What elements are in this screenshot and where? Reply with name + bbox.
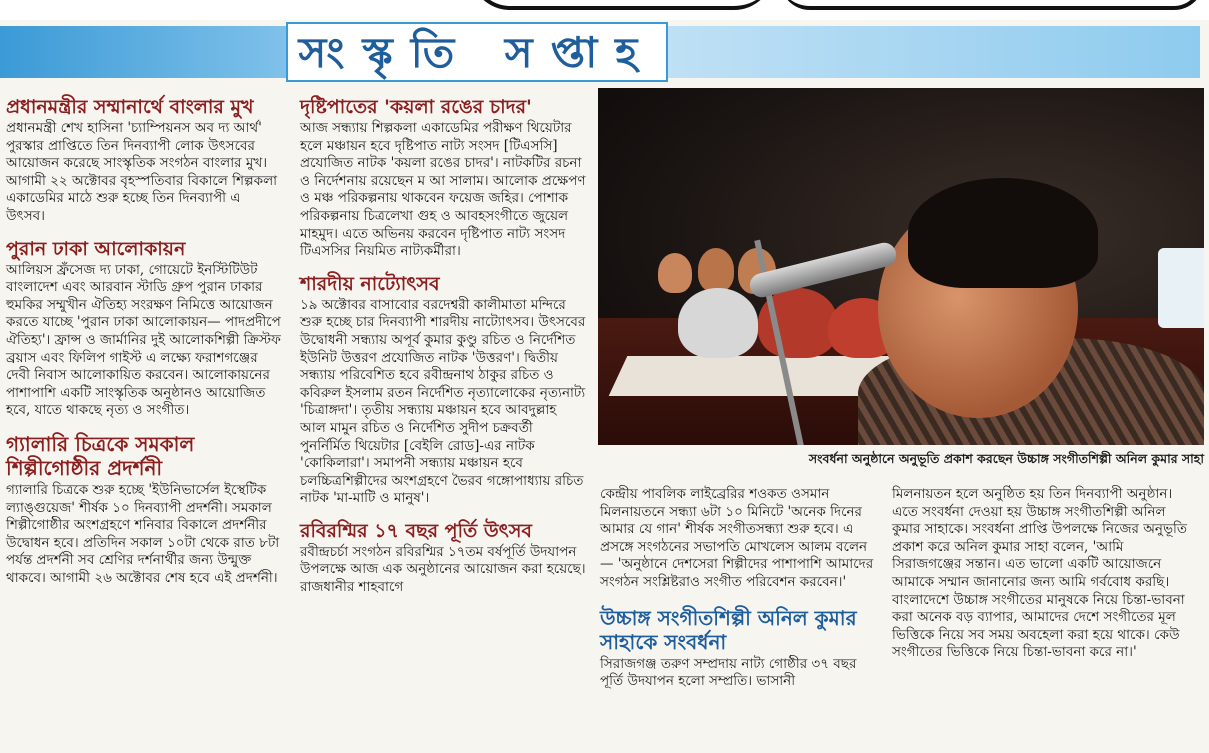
decorative-curve-left: [470, 0, 774, 10]
body-anil-cont: মিলনায়তন হলে অনুষ্ঠিত হয় তিন দিনব্যাপী অনুষ্ঠান। এতে সংবর্ধনা দেওয়া হয় উচ্চাঙ্গ সংগীতশিল্পী অনিল কুমার সাহাকে। সংবর্ধনা প্রাপ্তি উপলক্ষে নিজের অনুভূতি প্রকাশ করে অনিল কুমার সাহা বলেন, 'আমি সিরাজগঞ্জের সন্তান। এত ভালো একটি আয়োজনে আমাকে সম্মান জানানোর জন্য আমি গর্ববোধ করছি। বাংলাদেশে উচ্চাঙ্গ সংগীতের মানুষকে নিয়ে চিন্তা-ভাবনা করা অনেক বড় ব্যাপার, আমাদের দেশে সংগীতের মূল ভিত্তিকে নিয়ে সব সময় অবহেলা করা হয়ে থাকে। কেউ সংগীতের ভিত্তিকে নিয়ে চিন্তা-ভাবনা করে না।': [892, 486, 1188, 661]
body-gallery: গ্যালারি চিত্রকে শুরু হচ্ছে 'ইউনিভার্সেল ইস্থেটিক ল্যাঙ্গুয়েজ' শীর্ষক ১০ দিনব্যাপী প্রদর্শনী। সমকাল শিল্পীগোষ্ঠীর অংশগ্রহণে শনিবার বিকালে প্রদর্শনীর উদ্বোধন হবে। প্রতিদিন সকাল ১০টা থেকে রাত ৮টা পর্যন্ত প্রদর্শনী সব শ্রেণির দর্শনার্থীর জন্য উন্মুক্ত থাকবে। আগামী ২৬ অক্টোবর শেষ হবে এই প্রদর্শনী।: [6, 481, 280, 586]
body-sharadiyo: ১৯ অক্টোবর বাসাবোর বরদেশ্বরী কালীমাতা মন্দিরে শুরু হচ্ছে চার দিনব্যাপী শারদীয় নাট্যোৎসব। উৎসবের উদ্বোধনী সন্ধ্যায় অপূর্ব কুমার কুণ্ডু রচিত ও নির্দেশিত ইউনিট উত্তরণ প্রযোজিত নাটক 'উত্তরণ'। দ্বিতীয় সন্ধ্যায় পরিবেশিত হবে রবীন্দ্রনাথ ঠাকুর রচিত ও কবিরুল ইসলাম রতন নির্দেশিত নৃত্যালোকের নৃত্যনাট্য 'চিত্রাঙ্গদা'। তৃতীয় সন্ধ্যায় মঞ্চায়ন হবে আবদুল্লাহ আল মামুন রচিত ও নির্দেশিত সুদীপ চক্রবর্তী পুনর্নির্মিত থিয়েটার [বেইলি রোড]-এর নাটক 'কোকিলারা'। সমাপনী সন্ধ্যায় মঞ্চায়ন হবে চলচ্চিত্রশিল্পীদের অংশগ্রহণে ভৈরব গঙ্গোপাধ্যায় রচিত নাটক 'মা-মাটি ও মানুষ'।: [300, 296, 586, 507]
photo-guest: [658, 253, 692, 293]
column-2: [300, 96, 586, 609]
body-koyla: আজ সন্ধ্যায় শিল্পকলা একাডেমির পরীক্ষণ থিয়েটার হলে মঞ্চায়ন হবে দৃষ্টিপাত নাট্য সংসদ [টিএসসি] প্রযোজিত নাটক 'কয়লা রঙের চাদর'। নাটকটির রচনা ও নির্দেশনায় রয়েছেন ম আ সালাম। আলোক প্রক্ষেপণ ও মঞ্চ পরিকল্পনায় থাকবেন ফয়েজ জহির। পোশাক পরিকল্পনায় চিত্রলেখা গুহ ও আবহসংগীতে জুয়েল মাহমুদ। এতে অভিনয় করবেন দৃষ্টিপাত নাট্য সংসদ টিএসসির নিয়মিত নাট্যকর্মীরা।: [300, 120, 586, 260]
body-bangla-mukh: প্রধানমন্ত্রী শেখ হাসিনা 'চ্যাম্পিয়নস অব দ্য আর্থ' পুরস্কার প্রাপ্তিতে তিন দিনব্যাপী লোক উৎসবের আয়োজন করেছে সাংস্কৃতিক সংগঠন বাংলার মুখ। আগামী ২২ অক্টোবর বৃহস্পতিবার বিকালে শিল্পকলা একাডেমির মাঠে শুরু হচ্ছে তিন দিনব্যাপী এ উৎসব।: [6, 120, 278, 224]
column-1: [6, 96, 282, 599]
section-band-left: [0, 26, 286, 78]
heading-bangla-mukh: প্রধানমন্ত্রীর সম্মানার্থে বাংলার মুখ: [6, 96, 254, 118]
column-4: [892, 486, 1192, 674]
photo-guest: [698, 248, 734, 292]
photo-guest-body: [678, 288, 758, 358]
heading-anil: উচ্চাঙ্গ সংগীতশিল্পী অনিল কুমার সাহাকে সংবর্ধনা: [600, 605, 857, 654]
body-robirashmi-cont: কেন্দ্রীয় পাবলিক লাইব্রেরির শওকত ওসমান মিলনায়তনে সন্ধ্যা ৬টা ১০ মিনিটে 'অনেক দিনের আমার যে গান' শীর্ষক সংগীতসন্ধ্যা শুরু হবে। এ প্রসঙ্গে সংগঠনের সভাপতি মোখলেস আলম বলেন— 'অনুষ্ঠানে দেশসেরা শিল্পীদের পাশাপাশি আমাদের সংগঠন সংশ্লিষ্টরাও সংগীত পরিবেশন করবেন।': [600, 486, 874, 590]
heading-koyla: দৃষ্টিপাতের 'কয়লা রঙের চাদর': [300, 96, 532, 118]
heading-gallery: গ্যালারি চিত্রকে সমকাল শিল্পীগোষ্ঠীর প্রদর্শনী: [6, 431, 195, 480]
heading-sharadiyo: শারদীয় নাট্যোৎসব: [300, 272, 440, 295]
photo-microphone: [747, 240, 898, 300]
section-title: সংস্কৃতি সপ্তাহ: [298, 28, 656, 77]
event-photo: [598, 88, 1204, 445]
body-anil: সিরাজগঞ্জ তরুণ সম্প্রদায় নাট্য গোষ্ঠীর ৩৭ বছর পূর্তি উদযাপন হলো সম্প্রতি। ভাসানী: [600, 655, 857, 690]
section-band-right: [668, 26, 1200, 78]
decorative-curve-right: [780, 0, 1204, 10]
photo-background-sign: [1158, 248, 1204, 328]
photo-caption: সংবর্ধনা অনুষ্ঠানে অনুভূতি প্রকাশ করছেন উচ্চাঙ্গ সংগীতশিল্পী অনিল কুমার সাহা: [808, 451, 1204, 466]
column-3: [600, 486, 880, 703]
photo-singer-hair: [908, 178, 1098, 288]
section-title-box: [286, 22, 668, 82]
heading-puran-dhaka: পুরান ঢাকা আলোকায়ন: [6, 237, 186, 260]
page-top-border: [0, 0, 1209, 20]
body-puran-dhaka: আলিয়স ফ্রঁসেজ দ্য ঢাকা, গোয়েটে ইনস্টিটিউট বাংলাদেশ এবং আরবান স্টাডি গ্রুপ পুরান ঢাকার হুমকির সম্মুখীন ঐতিহ্য সংরক্ষণ নিমিত্তে আয়োজন করতে যাচ্ছে 'পুরান ঢাকা আলোকায়ন— পাদপ্রদীপে ঐতিহ্য'। ফ্রান্স ও জার্মানির দুই আলোকশিল্পী ক্রিস্টফ ব্রয়াস এবং ফিলিপ গাইস্ট এ লক্ষ্যে ফরাশগঞ্জের দেবী নিবাস আলোকায়িত করবেন। আলোকায়নের পাশাপাশি একটি সাংস্কৃতিক অনুষ্ঠানও আয়োজিত হবে, যাতে থাকছে নৃত্য ও সংগীত।: [6, 261, 281, 419]
body-robirashmi: রবীন্দ্রচর্চা সংগঠন রবিরশ্মির ১৭তম বর্ষপূর্তি উদযাপন উপলক্ষে আজ এক অনুষ্ঠানের আয়োজন করা হয়েছে। রাজধানীর শাহবাগে: [300, 543, 586, 596]
heading-robirashmi: রবিরশ্মির ১৭ বছর পূর্তি উৎসব: [300, 519, 532, 542]
